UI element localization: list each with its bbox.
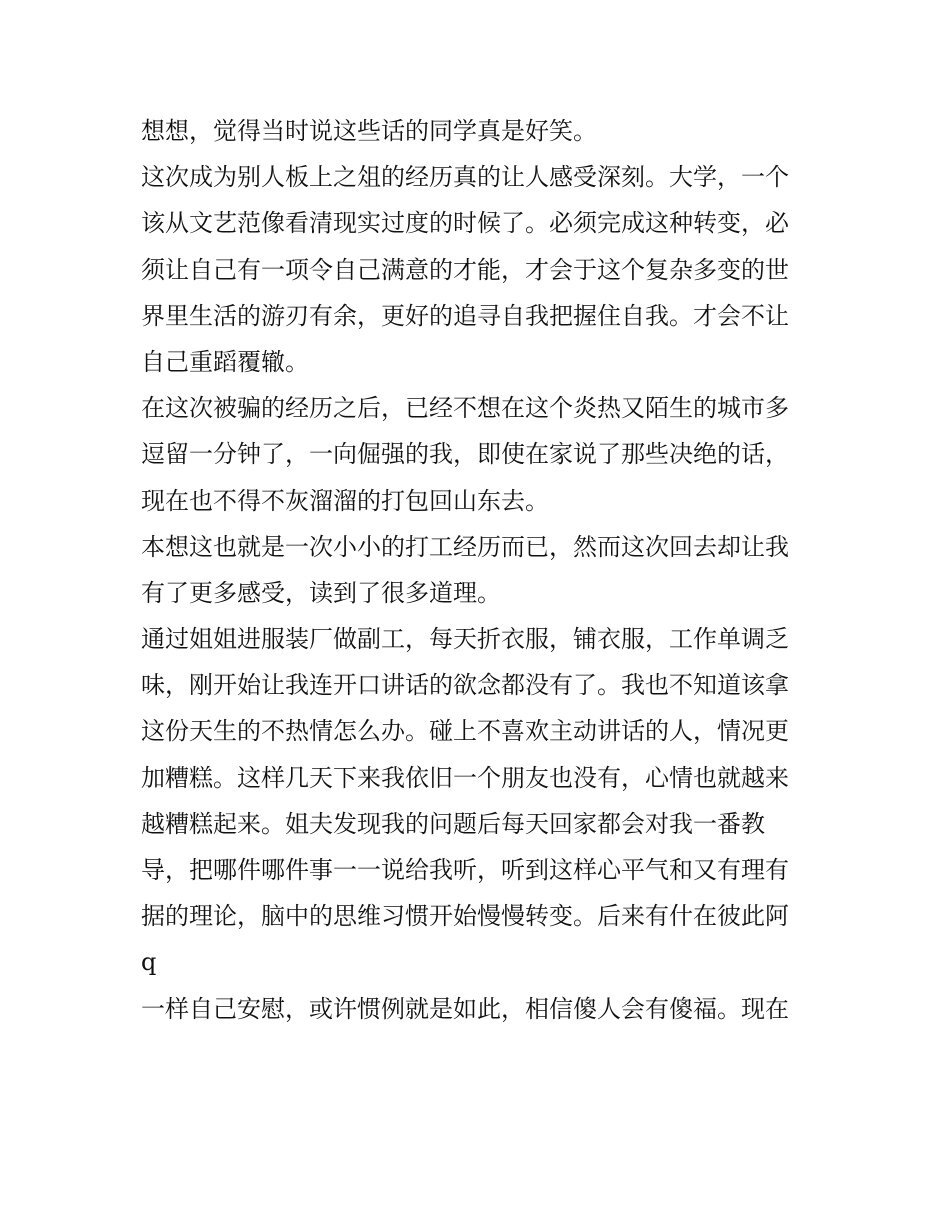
text-line: 在这次被骗的经历之后，已经不想在这个炎热又陌生的城市多 [141, 394, 789, 423]
text-line: 味，刚开始让我连开口讲话的欲念都没有了。我也不知道该拿 [141, 671, 789, 700]
text-line: 导，把哪件哪件事一一说给我听，听到这样心平气和又有理有 [141, 856, 789, 884]
text-line: 逗留一分钟了，一向倔强的我，即使在家说了那些决绝的话， [141, 440, 789, 469]
text-line: 这份天生的不热情怎么办。碰上不喜欢主动讲话的人，情况更 [141, 717, 789, 746]
text-line: 现在也不得不灰溜溜的打包回山东去。 [141, 486, 549, 515]
text-line: 通过姐姐进服装厂做副工，每天折衣服，铺衣服，工作单调乏 [141, 625, 789, 654]
text-line: 想想，觉得当时说这些话的同学真是好笑。 [141, 117, 597, 145]
text-line: 加糟糕。这样几天下来我依旧一个朋友也没有，心情也就越来 [141, 763, 789, 792]
text-line: q [141, 948, 157, 977]
text-line: 自己重蹈覆辙。 [141, 347, 309, 376]
text-line: 有了更多感受，读到了很多道理。 [141, 578, 501, 607]
text-line: 须让自己有一项令自己满意的才能，才会于这个复杂多变的世 [141, 255, 789, 284]
text-line: 越糟糕起来。姐夫发现我的问题后每天回家都会对我一番教 [141, 809, 765, 838]
text-line: 界里生活的游刃有余，更好的追寻自我把握住自我。才会不让 [141, 301, 789, 330]
text-line: 据的理论，脑中的思维习惯开始慢慢转变。后来有什在彼此阿 [141, 902, 789, 931]
document-body [141, 108, 821, 1032]
text-line: 该从文艺范像看清现实过度的时候了。必须完成这种转变，必 [141, 209, 789, 238]
text-line: 本想这也就是一次小小的打工经历而已，然而这次回去却让我 [141, 532, 789, 561]
text-line: 一样自己安慰，或许惯例就是如此，相信傻人会有傻福。现在 [141, 994, 789, 1023]
text-line: 这次成为别人板上之俎的经历真的让人感受深刻。大学，一个 [141, 163, 789, 192]
